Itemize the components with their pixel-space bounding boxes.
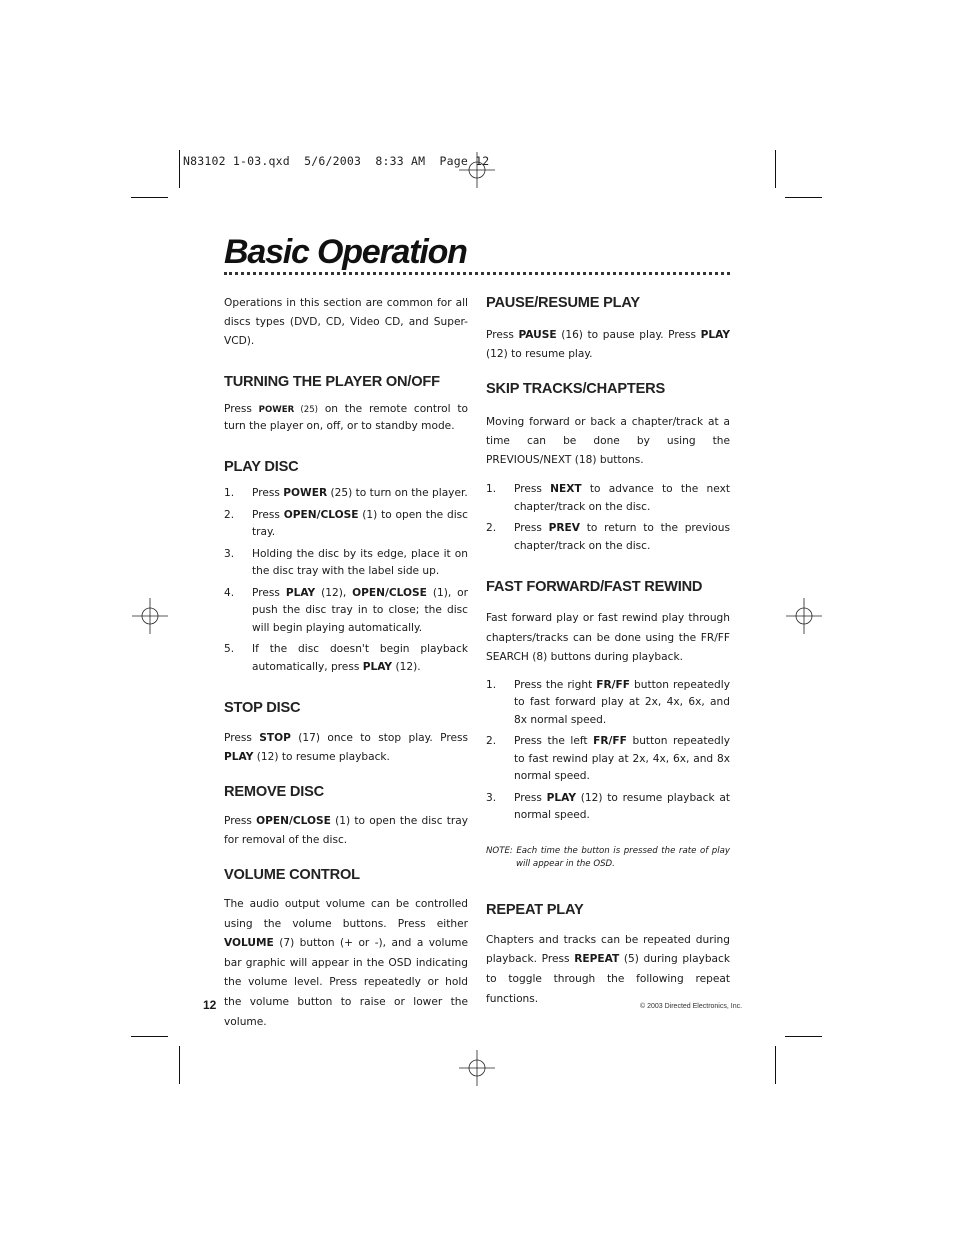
skip-tracks-heading: SKIP TRACKS/CHAPTERS	[486, 381, 665, 397]
crop-mark	[785, 197, 822, 198]
stop-disc-paragraph: Press STOP (17) once to stop play. Press PLAY (12) to resume playback.	[224, 732, 469, 763]
list-item: 3. Press PLAY (12) to resume playback at normal speed.	[486, 791, 731, 822]
remove-disc-heading: REMOVE DISC	[224, 784, 324, 800]
crop-mark	[179, 1046, 180, 1084]
fast-forward-heading: FAST FORWARD/FAST REWIND	[486, 579, 703, 595]
play-disc-list	[224, 485, 468, 676]
crop-mark	[131, 1036, 168, 1037]
list-item: 2. Press PREV to return to the previous chapter/track on the disc.	[486, 522, 730, 552]
registration-mark-icon	[132, 598, 168, 634]
remove-disc-paragraph: Press OPEN/CLOSE (1) to open the disc tray for removal of the disc.	[224, 815, 469, 846]
title-dotted-rule	[224, 272, 730, 275]
page-number: 12	[203, 998, 217, 1012]
crop-mark	[785, 1036, 822, 1037]
skip-tracks-paragraph: Moving forward or back a chapter/track at a time can be done by using the PREVIOUS/NEXT (18) buttons.	[486, 416, 730, 466]
page-title: Basic Operation	[224, 233, 467, 271]
turning-heading: TURNING THE PLAYER ON/OFF	[224, 374, 440, 390]
crop-mark	[131, 197, 168, 198]
volume-control-paragraph: The audio output volume can be controlled using the volume buttons. Press either VOLUME (7) button (+ or -), and a volume bar graphic will appear in the OSD indicating the volume level. Press repeatedly or hold the volume button to raise or lower the volume.	[224, 898, 468, 1028]
list-item: 2. Press OPEN/CLOSE (1) to open the disc tray.	[224, 508, 468, 538]
repeat-play-paragraph: Chapters and tracks can be repeated during playback. Press REPEAT (5) during playback to toggle through the following repeat functions.	[486, 933, 731, 1005]
fast-forward-paragraph: Fast forward play or fast rewind play through chapters/tracks can be done using the FR/FF SEARCH (8) buttons during playback.	[486, 612, 730, 664]
left-column	[224, 294, 468, 1032]
volume-control-heading: VOLUME CONTROL	[224, 867, 360, 883]
skip-tracks-list	[486, 481, 730, 555]
list-item: 2. Press the left FR/FF button repeatedly to fast rewind play at 2x, 4x, 6x, and 8x normal speed.	[486, 735, 730, 783]
slug-line: N83102 1-03.qxd 5/6/2003 8:33 AM Page 12	[183, 154, 490, 168]
repeat-play-heading: REPEAT PLAY	[486, 901, 584, 918]
list-item: 5. If the disc doesn't begin playback automatically, press PLAY (12).	[224, 643, 468, 673]
play-disc-heading: PLAY DISC	[224, 459, 299, 475]
stop-disc-heading: STOP DISC	[224, 700, 301, 716]
list-item: 1. Press the right FR/FF button repeatedly to fast forward play at 2x, 4x, 6x, and 8x normal speed.	[486, 678, 730, 726]
list-item: 4. Press PLAY (12), OPEN/CLOSE (1), or push the disc tray in to close; the disc will begin playing automatically.	[224, 586, 468, 634]
crop-mark	[179, 150, 180, 188]
crop-mark	[775, 150, 776, 188]
fast-forward-list	[486, 677, 730, 825]
crop-mark	[775, 1046, 776, 1084]
registration-mark-icon	[459, 1050, 495, 1086]
right-column	[486, 294, 730, 1009]
registration-mark-icon	[459, 152, 495, 188]
registration-mark-icon	[786, 598, 822, 634]
copyright-notice: © 2003 Directed Electronics, Inc.	[640, 1003, 743, 1010]
pause-resume-paragraph: Press PAUSE (16) to pause play. Press PLAY (12) to resume play.	[486, 329, 730, 360]
list-item: 3. Holding the disc by its edge, place it on the disc tray with the label side up.	[224, 547, 468, 577]
note-text: NOTE: Each time the button is pressed the rate of play will appear in the OSD.	[486, 845, 730, 869]
list-item: 1. Press NEXT to advance to the next chapter/track on the disc.	[486, 483, 730, 513]
list-item: 1. Press POWER (25) to turn on the player.	[224, 487, 468, 499]
turning-paragraph: Press POWER (25) on the remote control to turn the player on, off, or to standby mode.	[224, 403, 469, 432]
pause-resume-heading: PAUSE/RESUME PLAY	[486, 295, 640, 311]
intro-paragraph: Operations in this section are common for all discs types (DVD, CD, Video CD, and Super-VCD).	[224, 297, 468, 347]
